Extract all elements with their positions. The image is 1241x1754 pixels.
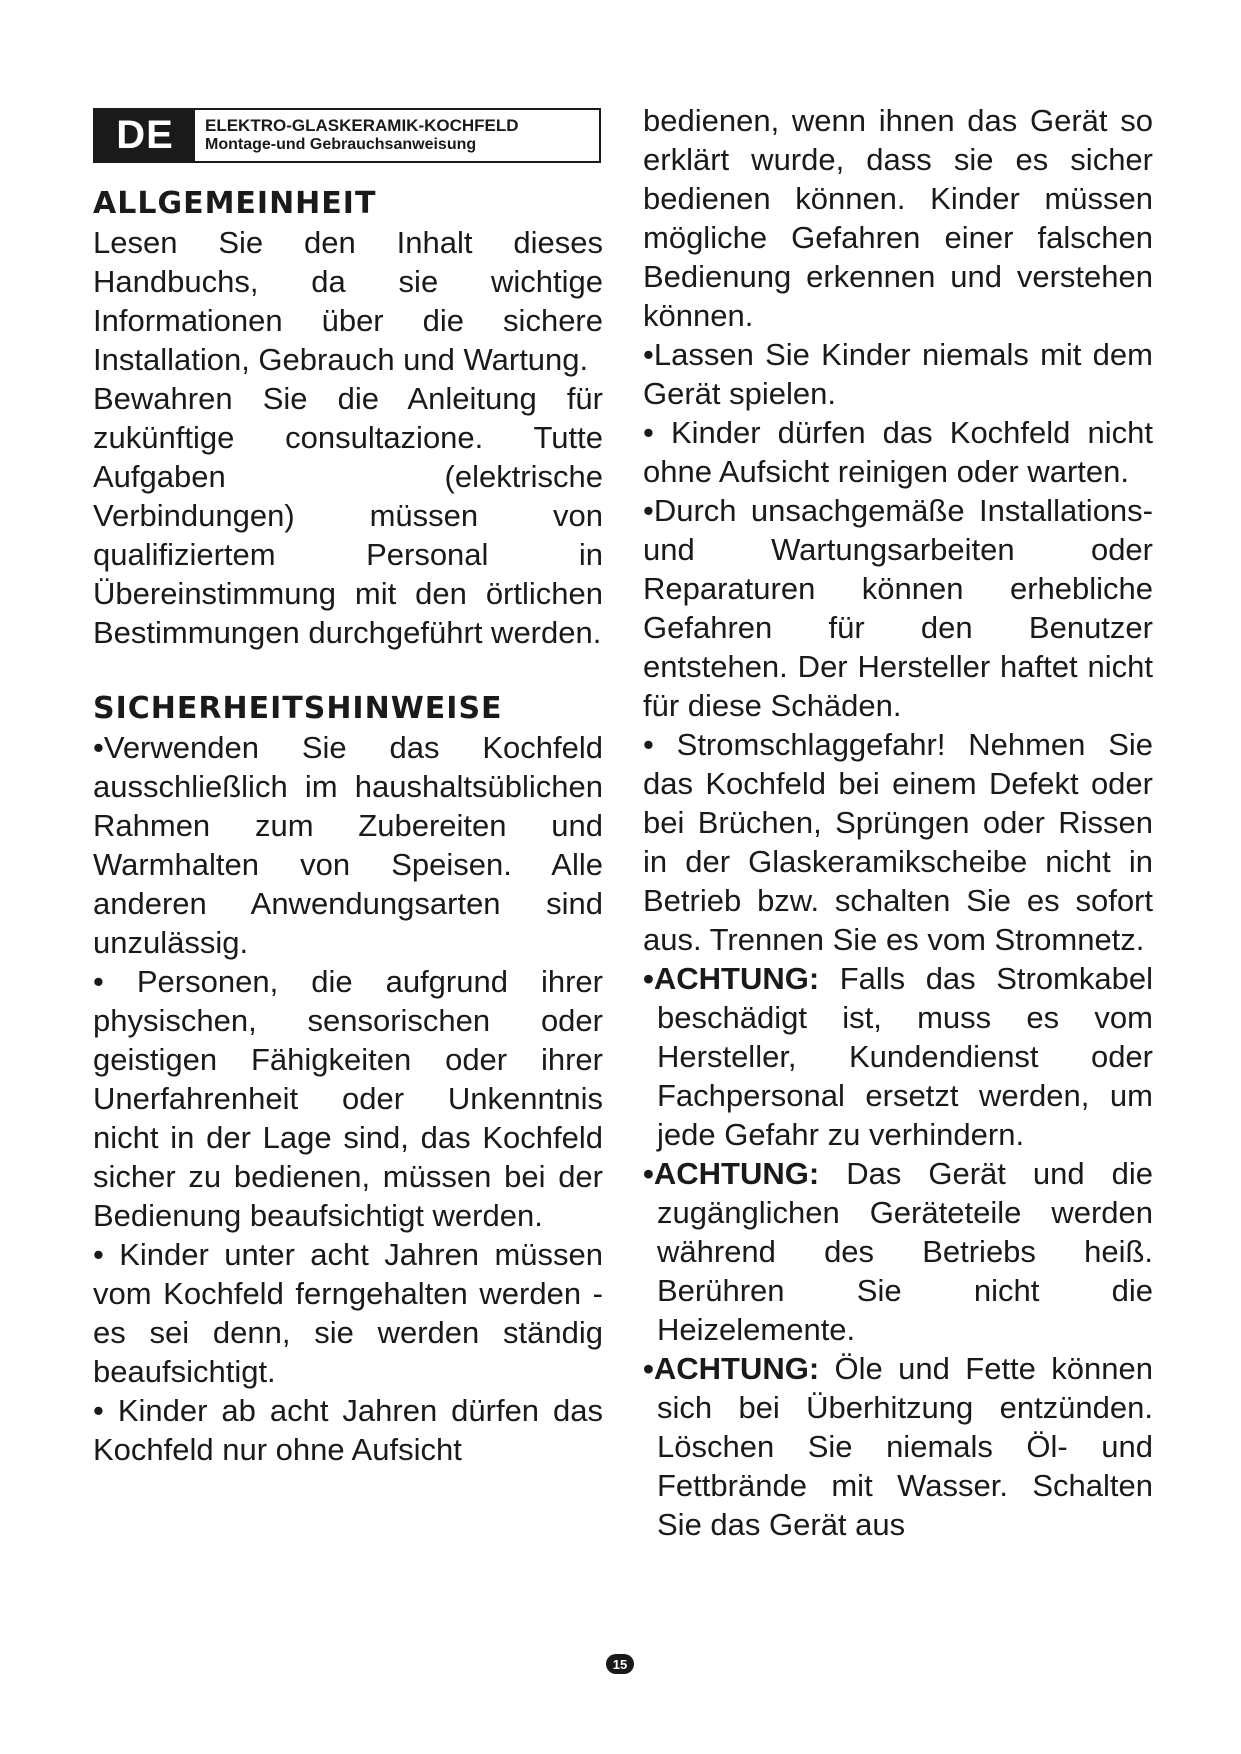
warning-label: •ACHTUNG: xyxy=(643,961,820,996)
warning-1 xyxy=(643,959,1153,1154)
safety-bullet-5: •Lassen Sie Kinder niemals mit dem Gerät spielen. xyxy=(643,337,1153,411)
safety-bullet-6: • Kinder dürfen das Kochfeld nicht ohne Aufsicht reinigen oder warten. xyxy=(643,415,1153,489)
right-column xyxy=(643,101,1153,1544)
warning-2 xyxy=(643,1154,1153,1349)
warning-1-text: Falls das Stromkabel beschädigt ist, muss es vom Hersteller, Kundendienst oder Fachpersonal ersetzt werden, um jede Gefahr zu verhindern. xyxy=(657,961,1153,1152)
safety-bullet-1: •Verwenden Sie das Kochfeld ausschließlich im haushaltsüblichen Rahmen zum Zubereiten und Warmhalten von Speisen. Alle anderen Anwendungsarten sind unzulässig. xyxy=(93,730,603,960)
general-paragraph-1: Lesen Sie den Inhalt dieses Handbuchs, da sie wichtige Informationen über die sichere Installation, Gebrauch und Wartung. xyxy=(93,225,603,377)
section-title-general: ALLGEMEINHEIT xyxy=(93,186,377,221)
page-number: 15 xyxy=(606,1654,634,1674)
manual-subtitle: Montage-und Gebrauchsanweisung xyxy=(205,136,477,153)
header-text xyxy=(195,110,519,161)
warning-label: •ACHTUNG: xyxy=(643,1351,820,1386)
safety-bullet-3: • Kinder unter acht Jahren müssen vom Kochfeld ferngehalten werden - es sei denn, sie werden ständig beaufsichtigt. xyxy=(93,1237,603,1389)
continued-paragraph: bedienen, wenn ihnen das Gerät so erklärt wurde, dass sie es sicher bedienen können. Kinder müssen mögliche Gefahren einer falschen Bedienung erkennen und verstehen können. xyxy=(643,103,1153,333)
language-badge: DE xyxy=(95,110,195,161)
safety-bullet-4: • Kinder ab acht Jahren dürfen das Kochfeld nur ohne Aufsicht xyxy=(93,1393,603,1467)
left-column xyxy=(93,185,603,1469)
document-header xyxy=(93,108,601,163)
general-paragraph-2: Bewahren Sie die Anleitung für zukünftige consultazione. Tutte Aufgaben (elektrische Verbindungen) müssen von qualifiziertem Personal in Übereinstimmung mit den örtlichen Bestimmungen durchgeführt werden. xyxy=(93,381,603,650)
safety-bullet-8: • Stromschlaggefahr! Nehmen Sie das Kochfeld bei einem Defekt oder bei Brüchen, Sprüngen oder Rissen in der Glaskeramikscheibe nicht in Betrieb bzw. schalten Sie es sofort aus. Trennen Sie es vom Stromnetz. xyxy=(643,727,1153,957)
warning-label: •ACHTUNG: xyxy=(643,1156,820,1191)
product-title: ELEKTRO-GLASKERAMIK-KOCHFELD xyxy=(205,116,519,135)
safety-bullet-7: •Durch unsachgemäße Installations- und Wartungsarbeiten oder Reparaturen können erhebliche Gefahren für den Benutzer entstehen. Der Hersteller haftet nicht für diese Schäden. xyxy=(643,493,1153,723)
safety-bullet-2: • Personen, die aufgrund ihrer physischen, sensorischen oder geistigen Fähigkeiten oder ihrer Unerfahrenheit oder Unkenntnis nicht in der Lage sind, das Kochfeld sicher zu bedienen, müssen bei der Bedienung beaufsichtigt werden. xyxy=(93,964,603,1233)
warning-3 xyxy=(643,1349,1153,1544)
warning-2-text: Das Gerät und die zugänglichen Geräteteile werden während des Betriebs heiß. Berühren Sie nicht die Heizelemente. xyxy=(657,1156,1153,1347)
warning-3-text: Öle und Fette können sich bei Überhitzung entzünden. Löschen Sie niemals Öl- und Fettbrände mit Wasser. Schalten Sie das Gerät aus xyxy=(657,1351,1153,1542)
section-title-safety: SICHERHEITSHINWEISE xyxy=(93,691,503,726)
